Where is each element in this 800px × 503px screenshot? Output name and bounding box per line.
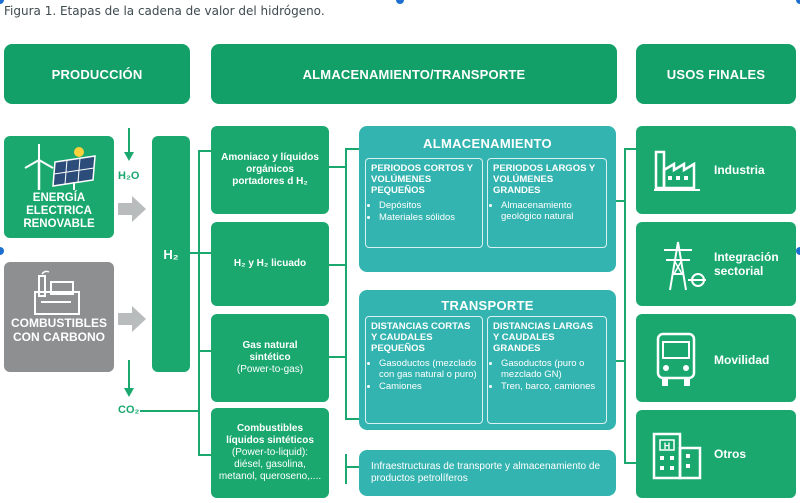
use-others xyxy=(636,410,796,498)
svg-text:H: H xyxy=(663,441,671,451)
selection-handle[interactable] xyxy=(796,247,800,255)
bus-icon xyxy=(654,332,698,388)
list-item: • Materiales sólidos xyxy=(379,212,482,223)
buildings-icon xyxy=(650,426,706,484)
arrow-down-icon xyxy=(122,360,136,400)
hydrogen-box: H₂ xyxy=(152,136,190,372)
selection-handle[interactable] xyxy=(0,247,4,255)
arrow-down-icon xyxy=(122,128,136,164)
carrier-synthetic-liquid-title: Combustibles líquidos sintéticos xyxy=(226,423,314,446)
co2-label: CO₂ xyxy=(118,404,140,416)
carrier-synthetic-liquid-note: (Power-to-liquid): diésel, gasolina, metanol, queroseno,.... xyxy=(218,447,322,482)
carrier-synthetic-gas-note: (Power-to-gas) xyxy=(236,364,304,375)
fossil-fuel-label: COMBUSTIBLES CON CARBONO xyxy=(11,316,107,344)
list-item: • Gasoductos (puro o mezclado GN) xyxy=(501,358,606,380)
arrow-right-icon xyxy=(118,196,148,222)
transport-short-distance xyxy=(365,316,483,424)
list-item: • Gasoductos (mezclado con gas natural o puro) xyxy=(379,358,482,380)
renewable-energy-box xyxy=(4,136,114,238)
header-storage-transport: ALMACENAMIENTO/TRANSPORTE xyxy=(211,44,617,104)
use-sector-integration xyxy=(636,222,796,306)
use-mobility-label: Movilidad xyxy=(714,353,770,367)
use-others-label: Otros xyxy=(714,447,747,461)
transport-short-distance-heading: DISTANCIAS CORTAS Y CAUDALES PEQUEÑOS xyxy=(371,321,471,354)
transport-long-distance xyxy=(487,316,607,424)
use-sector-integration-label: Integración sectorial xyxy=(714,250,779,278)
infrastructure-box: Infraestructuras de transporte y almacenamiento de productos petrolíferos xyxy=(359,450,616,496)
use-mobility xyxy=(636,314,796,402)
header-end-uses: USOS FINALES xyxy=(636,44,796,104)
carrier-liquid-h2: H₂ y H₂ licuado xyxy=(211,222,329,306)
list-item: • Depósitos xyxy=(379,200,482,211)
carrier-synthetic-gas-title: Gas natural sintético xyxy=(242,340,298,363)
wind-solar-icon xyxy=(19,142,99,192)
fossil-fuel-box xyxy=(4,262,114,372)
transport-long-distance-heading: DISTANCIAS LARGAS Y CAUDALES GRANDES xyxy=(493,321,594,354)
renewable-energy-label: ENERGÍA ELECTRICA RENOVABLE xyxy=(23,192,95,230)
h2o-label: H₂O xyxy=(118,170,140,182)
arrow-right-icon xyxy=(118,306,148,332)
selection-handle[interactable] xyxy=(796,0,800,4)
header-production: PRODUCCIÓN xyxy=(4,44,190,104)
list-item: • Camiones xyxy=(379,381,482,392)
carrier-synthetic-gas xyxy=(211,314,329,402)
selection-handle[interactable] xyxy=(396,0,404,4)
use-industry-label: Industria xyxy=(714,163,765,177)
storage-long-term-heading: PERIODOS LARGOS Y VOLÚMENES GRANDES xyxy=(493,163,596,196)
figure-caption: Figura 1. Etapas de la cadena de valor del hidrógeno. xyxy=(4,4,325,18)
storage-long-term xyxy=(487,158,607,248)
carrier-ammonia: Amoniaco y líquidos orgánicos portadores d H₂ xyxy=(211,126,329,214)
power-tower-icon xyxy=(652,234,708,294)
storage-panel xyxy=(359,126,616,272)
transport-title: TRANSPORTE xyxy=(441,298,534,313)
storage-title: ALMACENAMIENTO xyxy=(423,136,552,151)
list-item: • Tren, barco, camiones xyxy=(501,381,606,392)
use-industry xyxy=(636,126,796,214)
factory-icon xyxy=(652,144,704,196)
storage-short-term-heading: PERIODOS CORTOS Y VOLÚMENES PEQUEÑOS xyxy=(371,163,473,196)
list-item: • Almacenamiento geológico natural xyxy=(501,200,606,222)
storage-short-term xyxy=(365,158,483,248)
carrier-synthetic-liquid xyxy=(211,408,329,498)
refinery-icon xyxy=(31,268,87,316)
transport-panel xyxy=(359,290,616,430)
